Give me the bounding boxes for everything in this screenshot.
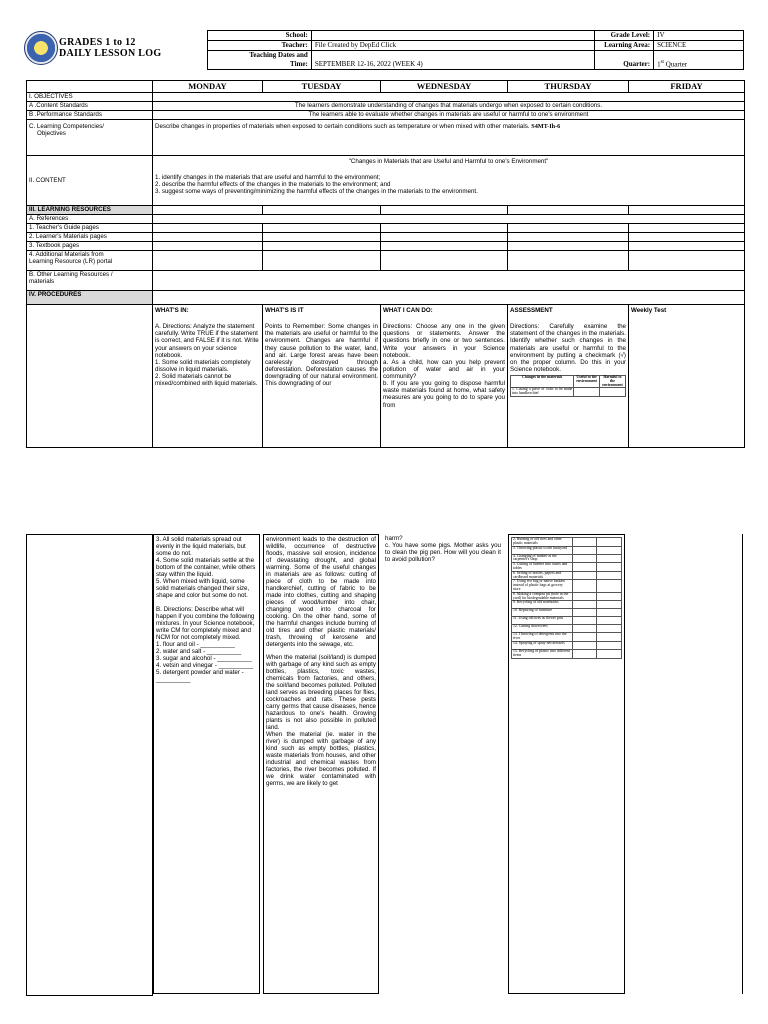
assessment-row xyxy=(512,538,622,547)
days-header-row xyxy=(27,81,745,93)
thursday-continuation xyxy=(508,534,625,994)
procedures-blank-cell xyxy=(27,305,153,448)
monday-continuation xyxy=(153,534,260,994)
monday-mixture-1: 1. flour and oil - __________ xyxy=(156,641,235,648)
tuesday-procedure-cell xyxy=(263,305,381,448)
thursday-procedure-cell xyxy=(508,305,629,448)
area-label: Learning Area: xyxy=(595,41,654,51)
assessment-useful-checkbox xyxy=(572,571,597,580)
learners-materials-row xyxy=(27,233,745,242)
assessment-useful-checkbox xyxy=(572,641,597,649)
document-title xyxy=(59,37,161,59)
assessment-useful-checkbox xyxy=(572,625,597,633)
additional-materials-label xyxy=(27,251,153,271)
performance-standards-text: The learners able to evaluate whether changes in materials are useful or harmful to one's environment xyxy=(153,111,745,120)
assessment-item: 3. Throwing plastic to the backyard xyxy=(512,546,573,554)
objectives-label: I. OBJECTIVES xyxy=(27,93,153,102)
monday-mixture-5: 5. detergent powder and water - __________ xyxy=(156,669,244,683)
title-line-1: GRADES 1 to 12 xyxy=(59,37,136,48)
assessment-harmful-checkbox xyxy=(597,601,622,609)
assessment-useful-checkbox xyxy=(572,563,597,572)
textbook-row xyxy=(27,242,745,251)
monday-directions-a: A. Directions: Analyze the statement carefully. Write TRUE if the statement is correct, and FALSE if it is not. Write your answers on your science notebook. xyxy=(155,323,259,359)
procedures-row xyxy=(27,291,745,305)
assessment-harmful-checkbox xyxy=(597,633,622,642)
textbook-label: 3. Textbook pages xyxy=(27,242,153,251)
assessment-item: 7. Using eco bag or native baskets instead of plastic bags at grocery store xyxy=(512,580,573,592)
content-standards-row xyxy=(27,102,745,111)
wednesday-question-a: a. As a child, how can you help prevent pollution of water and air in your community? xyxy=(383,358,505,380)
assessment-item: 1. Cutting a piece of cloth to be made into handkerchief xyxy=(512,387,573,396)
tuesday-heading: WHAT'S IS IT xyxy=(265,307,304,314)
other-resources-line-1: B. Other Learning Resources / xyxy=(29,271,113,278)
assessment-useful-checkbox xyxy=(572,592,597,601)
content-row xyxy=(27,156,745,206)
wednesday-continuation xyxy=(383,534,503,564)
assessment-harmful-checkbox xyxy=(597,592,622,601)
page2-label-cell xyxy=(26,534,153,996)
assessment-row xyxy=(512,649,622,658)
references-row xyxy=(27,215,745,224)
friday-procedure-cell xyxy=(629,305,745,448)
quarter-value xyxy=(654,51,744,70)
assessment-item: 15. Recycling of plastic into different items xyxy=(512,649,573,658)
monday-mixture-3: 3. sugar and alcohol - __________ xyxy=(156,655,252,662)
lesson-log-table xyxy=(26,80,745,448)
assessment-item: 11. Using old tires as flower pots xyxy=(512,617,573,625)
content-title: "Changes in Materials that are Useful and Harmful to one's Environment" xyxy=(348,158,549,165)
content-cell xyxy=(153,156,745,206)
competencies-label-line-2: Objectives xyxy=(37,130,66,138)
references-cell xyxy=(153,215,745,224)
content-standards-label: A .Content Standards xyxy=(27,102,153,111)
other-resources-cell xyxy=(153,271,745,291)
assessment-item: 13. Throwing of detergents into the river xyxy=(512,633,573,642)
area-value: SCIENCE xyxy=(654,41,744,51)
competencies-code: S4MT-Ih-6 xyxy=(531,123,561,130)
page-2 xyxy=(0,524,768,1000)
monday-directions-b: B. Directions: Describe what will happen if you combine the following mixtures. In your Science notebook, write CM for completely mixed and NCM for not completely mixed. xyxy=(156,606,255,641)
assessment-harmful-checkbox xyxy=(597,625,622,633)
assessment-col-changes: Changes in the materials xyxy=(511,376,574,388)
additional-materials-row xyxy=(27,251,745,271)
teachers-guide-label: 1. Teacher's Guide pages xyxy=(27,224,153,233)
competencies-row xyxy=(27,120,745,156)
resources-row xyxy=(27,206,745,215)
school-label: School: xyxy=(208,31,312,41)
quarter-ordinal: st xyxy=(660,59,664,65)
monday-item-5: 5. When mixed with liquid, some solid materials changed their size, shape and color but some do not. xyxy=(156,578,250,599)
wednesday-directions: Directions: Choose any one in the given questions or statements. Answer the questions briefly in one or two sentences. Write your answers in your Science notebook. xyxy=(383,323,505,359)
school-value xyxy=(311,31,594,41)
procedures-label: IV. PROCEDURES xyxy=(27,291,153,305)
learners-materials-label: 2. Learner's Materials pages xyxy=(27,233,153,242)
competencies-label-line-1: C. Learning Competencies/ xyxy=(29,123,104,130)
day-wednesday: WEDNESDAY xyxy=(381,81,508,93)
assessment-useful-checkbox xyxy=(572,554,597,563)
content-standards-text: The learners demonstrate understanding of changes that materials undergo when exposed to certain conditions. xyxy=(153,102,745,111)
assessment-useful-checkbox xyxy=(572,633,597,642)
assessment-item: 6. Selling of bottles, papers and cardboard materials xyxy=(512,571,573,580)
assessment-row xyxy=(512,580,622,592)
assessment-useful-checkbox xyxy=(572,609,597,617)
content-label: II. CONTENT xyxy=(27,156,153,206)
assessment-item: 10. Repairing of furniture xyxy=(512,609,573,617)
assessment-item: 2. Burning of old tires and other plastic materials xyxy=(512,538,573,547)
competencies-description: Describe changes in properties of materials when exposed to certain conditions such as temperature or when mixed with other materials. xyxy=(155,123,530,130)
other-resources-row xyxy=(27,271,745,291)
other-resources-line-2: materials xyxy=(29,278,55,286)
quarter-number: 1 xyxy=(657,60,661,68)
additional-materials-line-2: Learning Resource (LR) portal xyxy=(29,258,113,266)
grade-label: Grade Level: xyxy=(595,31,654,41)
objectives-cell xyxy=(153,93,745,102)
competencies-label xyxy=(27,120,153,156)
assessment-harmful-checkbox xyxy=(597,538,622,547)
tuesday-paragraph-2: environment leads to the destruction of wildlife, occurrence of destructive floods, massive soil erosion, incidence of devastating drought, and global warming. Some of the useful changes in materials are as follows: cutting of piece of cloth to be made into handkerchief, cutting of fabric to be made into clothes, cutting and shaping pieces of wood/lumber into chair, changing wood into charcoal for cooking. On the other hand, some of the harmful changes include burning of old tires and other plastic materials/ trash, throwing of kerosene and detergents into the sewage, etc. xyxy=(266,536,376,648)
performance-standards-row xyxy=(27,111,745,120)
deped-seal-logo xyxy=(24,31,58,65)
assessment-row xyxy=(512,563,622,572)
blank-header-cell xyxy=(27,81,153,93)
assessment-useful-checkbox xyxy=(572,617,597,625)
assessment-col-harmful: Harmful to the environment xyxy=(599,376,625,388)
day-monday: MONDAY xyxy=(153,81,263,93)
teachers-guide-row xyxy=(27,224,745,233)
assessment-harmful-checkbox xyxy=(597,571,622,580)
content-item-2: 2. describe the harmful effects of the changes in the materials to the environment; and xyxy=(155,181,391,189)
assessment-useful-checkbox xyxy=(572,546,597,554)
dates-label-line-1: Teaching Dates and xyxy=(249,51,308,59)
wednesday-heading: WHAT I CAN DO: xyxy=(383,307,433,314)
assessment-harmful-checkbox xyxy=(597,641,622,649)
monday-mixture-4: 4. vetsin and vinegar - __________ xyxy=(156,662,254,669)
quarter-label: Quarter: xyxy=(595,51,654,70)
grade-value: IV xyxy=(654,31,744,41)
assessment-table-bottom xyxy=(511,537,622,659)
assessment-harmful-checkbox xyxy=(597,649,622,658)
assessment-table-top xyxy=(510,375,626,397)
assessment-harmful-checkbox xyxy=(597,609,622,617)
title-line-2: DAILY LESSON LOG xyxy=(59,48,162,59)
assessment-item: 8. Making a compost pit (hole in the yard) for biodegradable materials xyxy=(512,592,573,601)
procedures-content-row xyxy=(27,305,745,448)
assessment-useful-checkbox xyxy=(572,601,597,609)
references-label: A. References xyxy=(27,215,153,224)
content-item-3: 3. suggest some ways of preventing/minimizing the harmful effects of the changes in the materials to the environment. xyxy=(155,188,478,196)
friday-heading: Weekly Test xyxy=(631,307,667,314)
monday-heading: WHAT'S IN: xyxy=(155,307,189,314)
thursday-directions: Directions: Carefully examine the statement of the changes in the materials. Identify whether such changes in the materials are useful or harmful to the environment by putting a checkmark (√) on the proper column. Do this in your Science notebook. xyxy=(510,323,626,373)
assessment-useful-checkbox xyxy=(572,649,597,658)
monday-item-4: 4. Some solid materials settle at the bottom of the container, while others stay within the liquid. xyxy=(156,557,256,578)
performance-standards-label: B .Performance Standards xyxy=(27,111,153,120)
thursday-heading: ASSESSMENT xyxy=(510,307,553,314)
assessment-item: 12. Cutting down trees xyxy=(512,625,573,633)
assessment-item: 4. Changing of lumber at the carpenter's shop xyxy=(512,554,573,563)
assessment-harmful-checkbox xyxy=(597,546,622,554)
header-info-table xyxy=(207,30,744,70)
competencies-text xyxy=(153,120,745,156)
dates-label xyxy=(208,51,312,70)
day-thursday: THURSDAY xyxy=(508,81,629,93)
assessment-harmful-checkbox xyxy=(597,563,622,572)
monday-item-2: 2. Solid materials cannot be mixed/combined with liquid materials. xyxy=(155,373,258,388)
monday-mixture-2: 2. water and salt - __________ xyxy=(156,648,242,655)
tuesday-paragraph-3: When the material (soil/land) is dumped with garbage of any kind such as empty bottles, plastics, toxic wastes, chemicals from factories, and others, the soil/land becomes polluted. Polluted land serves as breeding places for flies, cockroaches and rats. These pests carry germs that cause diseases, hence hazardous to one's health. Growing plants is not also possible in polluted land. xyxy=(266,654,376,731)
tuesday-continuation xyxy=(263,534,379,994)
content-item-1: 1. identify changes in the materials that are useful and harmful to the environment; xyxy=(155,174,381,182)
monday-item-3: 3. All solid materials spread out evenly in the liquid materials, but some do not. xyxy=(156,536,246,557)
assessment-useful-checkbox xyxy=(572,538,597,547)
assessment-harmful-checkbox xyxy=(597,580,622,592)
monday-procedure-cell xyxy=(153,305,263,448)
wednesday-question-c: c. You have some pigs. Mother asks you to clean the pig pen. How will you clean it to avoid pollution? xyxy=(385,542,501,563)
additional-materials-line-1: 4. Additional Materials from xyxy=(29,251,104,258)
assessment-item: 5. Cutting of lumber into chairs and tables xyxy=(512,563,573,572)
wednesday-question-b-end: harm? xyxy=(385,535,403,542)
assessment-row xyxy=(512,546,622,554)
objectives-row xyxy=(27,93,745,102)
assessment-harmful-checkbox xyxy=(597,617,622,625)
assessment-col-useful: Useful to the environment xyxy=(574,376,600,388)
assessment-item: 9. Recycling of old notebooks xyxy=(512,601,573,609)
day-friday: FRIDAY xyxy=(629,81,745,93)
day-tuesday: TUESDAY xyxy=(263,81,381,93)
assessment-useful-checkbox xyxy=(572,580,597,592)
assessment-item: 14. Spraying of spray net/aerosols xyxy=(512,641,573,649)
friday-column-border xyxy=(742,534,743,994)
procedures-cell xyxy=(153,291,745,305)
tuesday-points-to-remember: Points to Remember: Some changes in the materials are useful or harmful to the environment. Changes are harmful if they cause pollution to the water, land, and air. Large forest areas have been carelessly destroyed through deforestation. Deforestation causes the downgrading of our natural environment. This downgrading of our xyxy=(265,323,378,388)
tuesday-paragraph-4: When the material (ie. water in the river) is dumped with garbage of any kind such as empty bottles, plastics, waste materials from houses, and other industrial and chemical wastes from factories, the river becomes polluted. If we drink water contaminated with germs, we are likely to get xyxy=(266,731,376,787)
assessment-harmful-checkbox xyxy=(597,554,622,563)
quarter-suffix: Quarter xyxy=(663,60,688,68)
dates-value: SEPTEMBER 12-16, 2022 (WEEK 4) xyxy=(311,51,594,70)
wednesday-question-b: b. If you are you going to dispose harmful waste materials found at home, what safety measures are you going to do to spare you from xyxy=(383,380,505,409)
wednesday-procedure-cell xyxy=(381,305,508,448)
monday-item-1: 1. Some solid materials completely dissolve in liquid materials. xyxy=(155,358,251,373)
teacher-label: Teacher: xyxy=(208,41,312,51)
teacher-value: File Created by DepEd Click xyxy=(311,41,594,51)
resources-label: III. LEARNING RESOURCES xyxy=(27,206,153,215)
other-resources-label xyxy=(27,271,153,291)
dates-label-line-2: Time: xyxy=(290,60,308,68)
